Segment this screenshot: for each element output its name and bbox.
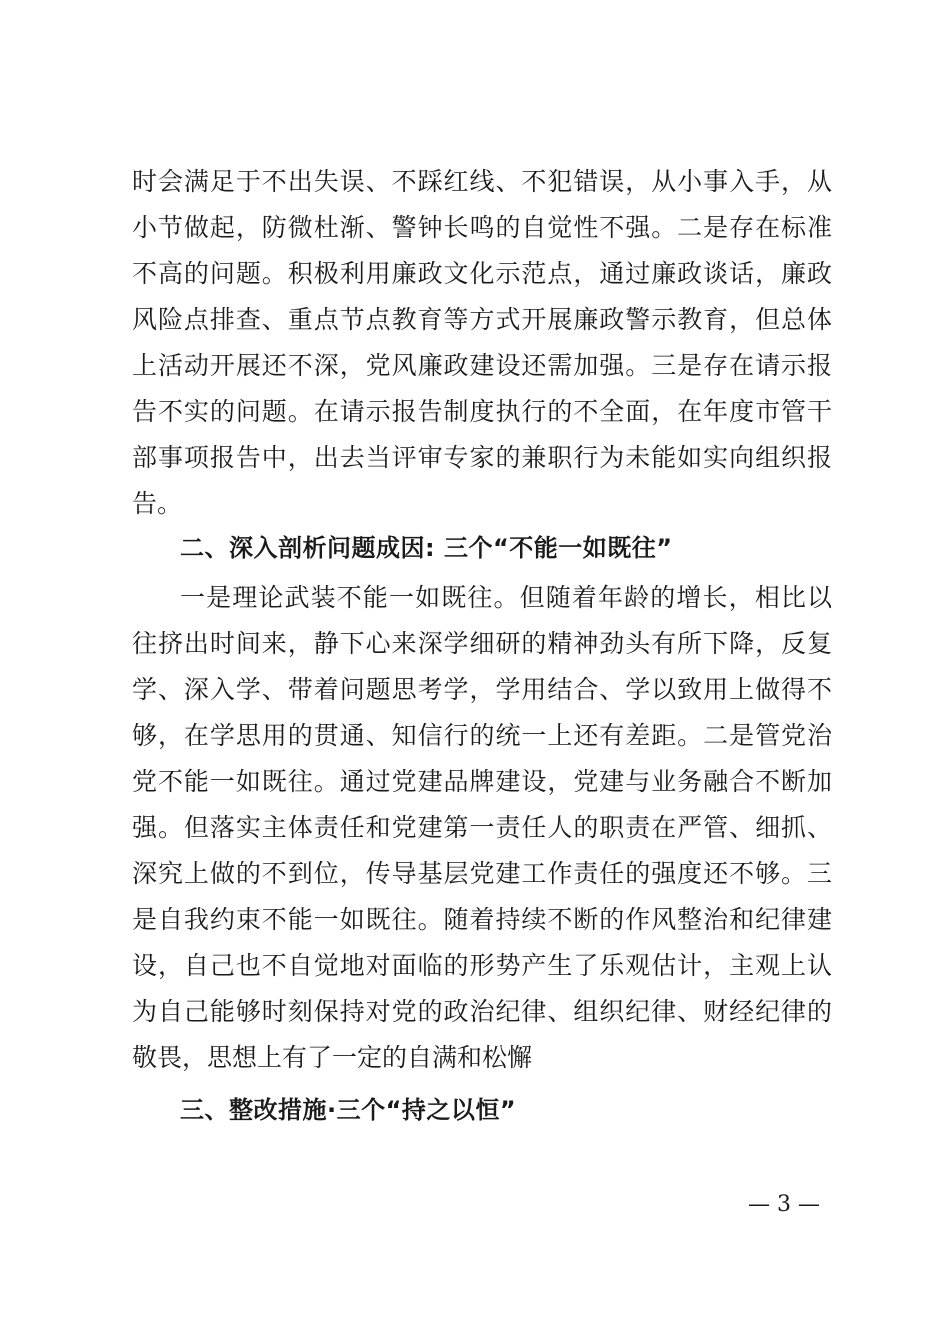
text-line: 时会满足于不出失误、不踩红线、不犯错误，从小事入手，从 — [132, 167, 832, 196]
text-line: 不高的问题。积极利用廉政文化示范点，通过廉政谈话，廉政 — [132, 259, 832, 288]
text-line: 强。但落实主体责任和党建第一责任人的职责在严管、细抓、 — [132, 813, 832, 842]
page-number: — 3 — — [748, 1192, 820, 1217]
text-line: 学、深入学、带着问题思考学，学用结合、学以致用上做得不 — [132, 675, 832, 704]
text-line: 党不能一如既往。通过党建品牌建设，党建与业务融合不断加 — [132, 767, 832, 796]
text-line: 是自我约束不能一如既往。随着持续不断的作风整治和纪律建 — [132, 905, 832, 934]
text-line: 告。 — [132, 489, 183, 518]
text-line: 部事项报告中，出去当评审专家的兼职行为未能如实向组织报 — [132, 443, 832, 472]
section3-heading: 三、整改措施·三个“持之以恒” — [180, 1096, 517, 1124]
text-line: 深究上做的不到位，传导基层党建工作责任的强度还不够。三 — [132, 859, 832, 888]
text-line: 一是理论武装不能一如既往。但随着年龄的增长，相比以 — [180, 583, 832, 612]
text-line: 上活动开展还不深，党风廉政建设还需加强。三是存在请示报 — [132, 351, 832, 380]
text-line: 风险点排查、重点节点教育等方式开展廉政警示教育，但总体 — [132, 305, 832, 334]
text-line: 为自己能够时刻保持对党的政治纪律、组织纪律、财经纪律的 — [132, 997, 832, 1026]
text-line: 往挤出时间来，静下心来深学细研的精神劲头有所下降，反复 — [132, 629, 832, 658]
text-line: 小节做起，防微杜渐、警钟长鸣的自觉性不强。二是存在标准 — [132, 213, 832, 242]
text-line: 告不实的问题。在请示报告制度执行的不全面，在年度市管干 — [132, 397, 832, 426]
text-line: 敬畏，思想上有了一定的自满和松懈 — [132, 1043, 533, 1072]
text-line: 够，在学思用的贯通、知信行的统一上还有差距。二是管党治 — [132, 721, 832, 750]
text-line: 设，自己也不自觉地对面临的形势产生了乐观估计，主观上认 — [132, 951, 832, 980]
section2-heading: 二、深入剖析问题成因: 三个“不能一如既往” — [180, 534, 673, 562]
